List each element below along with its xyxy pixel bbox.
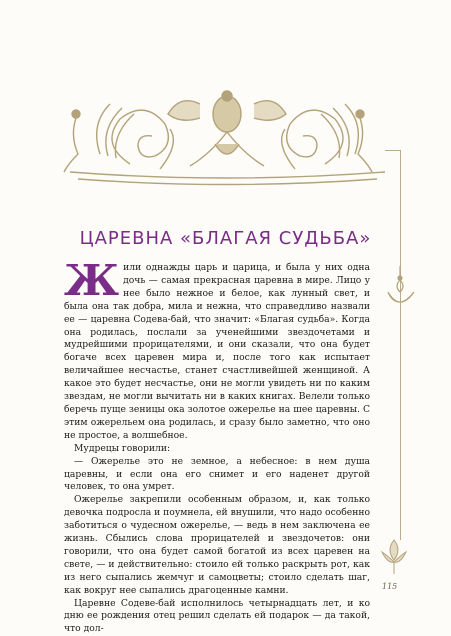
chapter-text: [64, 256, 371, 636]
paragraph-5: Царевне Содеве-бай исполнилось четырнадцать лет, и ко дню ее рождения отец решил сделать ей подарок — да такой, что дол-: [64, 597, 370, 635]
page-number: 115: [382, 582, 398, 591]
paragraph-1-text: или однажды царь и царица, и была у них одна дочь — самая прекрасная царевна в мире. Лицо у нее было нежное и белое, как лунный свет, и была она так добра, мила и нежна, что справедливо назвали ее — царевна Содева-бай, что значит: «Благая судьба». Когда она родилась, послали за ученейшими звездочетами и мудрейшими прорицателями, и они сказали, что она будет богаче всех царевен мира и, после того как испытает величайшее несчастье, станет счастливейшей женщиной. А какое это будет несчастье, они не могли увидеть ни по каким звездам, не могли вычитать ни в каких книгах. Велели только беречь пуще зеницы ока золотое ожерелье на шее царевны. С этим ожерельем она родилась, и сразу было заметно, что оно не простое, а волшебное.: [64, 262, 370, 441]
paragraph-4: Ожерелье закрепили особенным образом, и, как только девочка подросла и поумнела, ей внушили, что надо особенно заботиться о чудесном ожерелье, — ведь в нем заключена ее жизнь. Сбылись слова прорицателей и звездочетов: они говорили, что она будет самой богатой из всех царевен на свете, — и действительно: стоило ей только раскрыть рот, как из него сыпались жемчуг и самоцветы; стоило сделать шаг, как вокруг нее сыпались драгоценные камни.: [64, 494, 371, 596]
paragraph-2: Мудрецы говорили:: [74, 442, 171, 454]
peacock-ornament-icon: [60, 84, 395, 194]
frame-line-top: [385, 150, 401, 151]
frame-line-right: [400, 150, 401, 540]
paragraph-1: [64, 256, 370, 443]
chapter-title: ЦАРЕВНА «БЛАГАЯ СУДЬБА»: [79, 228, 372, 249]
lotus-ornament-icon: [378, 536, 410, 576]
drop-cap: Ж: [64, 256, 120, 305]
crescent-ornament-icon: [380, 262, 420, 322]
paragraph-3: — Ожерелье это не земное, а небесное: в нем душа царевны, и если она его снимет и его наденет другой человек, то она умрет.: [64, 455, 370, 493]
